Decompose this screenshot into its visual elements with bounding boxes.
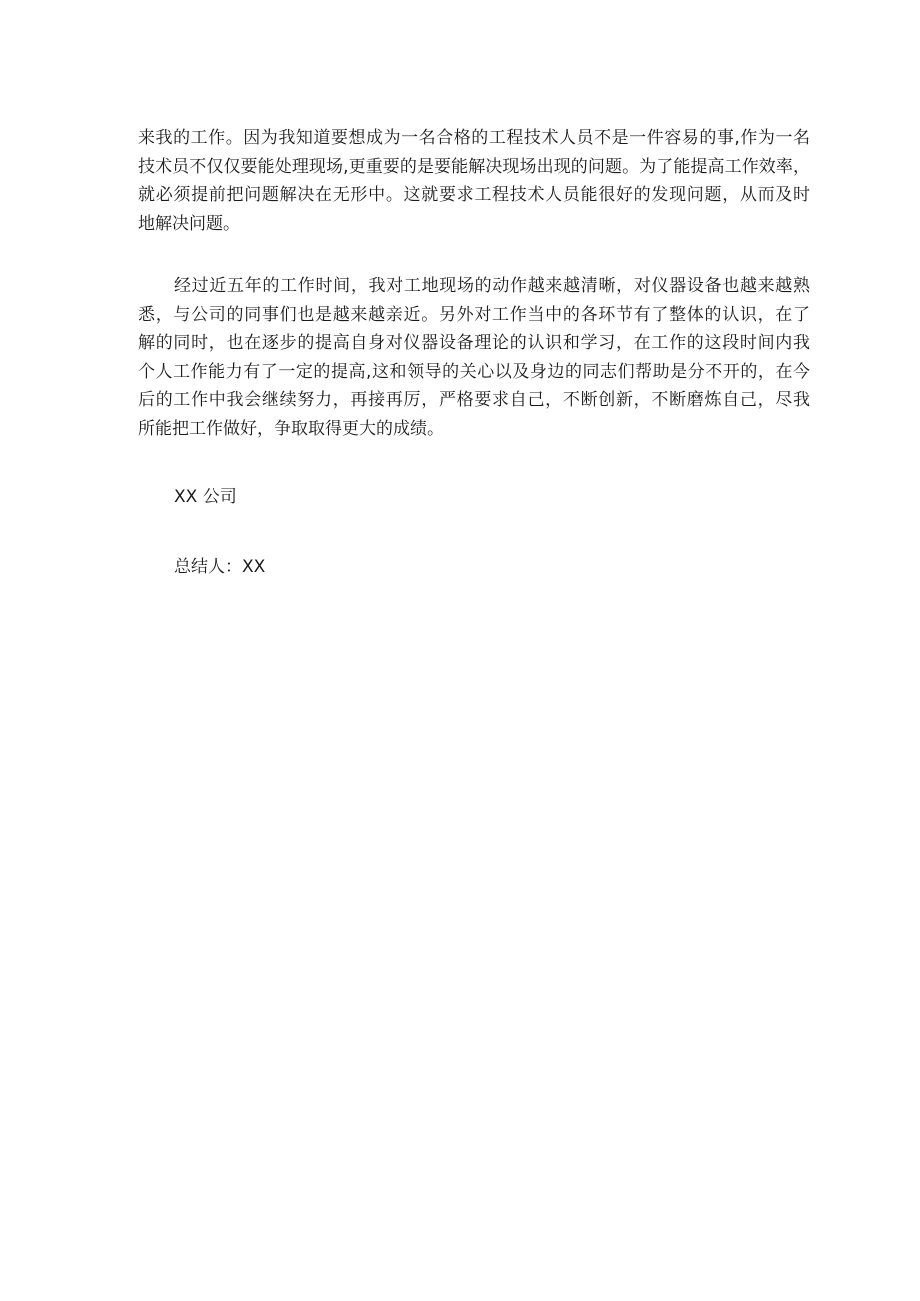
paragraph-2-line: 解的同时，也在逐步的提高自身对仪器设备理论的认识和学习，在工作的这段时间内我	[138, 333, 810, 353]
paragraph-1-line: 技术员不仅仅要能处理现场,更重要的是要能解决现场出现的问题。为了能提高工作效率，	[138, 156, 810, 177]
paragraph-spacer	[138, 238, 810, 272]
paragraph-1-line: 地解决问题。	[138, 213, 240, 234]
paragraph-2-line: 悉，与公司的同事们也是越来越亲近。另外对工作当中的各环节有了整体的认识，在了	[138, 304, 810, 325]
paragraph-2-line: 经过近五年的工作时间，我对工地现场的动作越来越清晰，对仪器设备也越来越熟	[174, 276, 810, 296]
paragraph-2	[138, 272, 810, 443]
paragraph-1-line: 来我的工作。因为我知道要想成为一名合格的工程技术人员不是一件容易的事,作为一名	[138, 128, 810, 148]
signature-spacer	[138, 443, 810, 483]
document-body	[138, 124, 810, 581]
paragraph-1-line: 就必须提前把问题解决在无形中。这就要求工程技术人员能很好的发现问题，从而及时	[138, 185, 810, 205]
paragraph-2-line: 后的工作中我会继续努力，再接再厉，严格要求自己，不断创新，不断磨炼自己，尽我	[138, 390, 810, 410]
paragraph-2-line: 所能把工作做好，争取取得更大的成绩。	[138, 418, 444, 439]
company-signature: XX 公司	[174, 487, 237, 507]
paragraph-1	[138, 124, 810, 238]
signature-spacer	[138, 511, 810, 553]
paragraph-2-line: 个人工作能力有了一定的提高,这和领导的关心以及身边的同志们帮助是分不开的，在今	[138, 361, 810, 382]
author-signature: 总结人：XX	[174, 557, 266, 577]
